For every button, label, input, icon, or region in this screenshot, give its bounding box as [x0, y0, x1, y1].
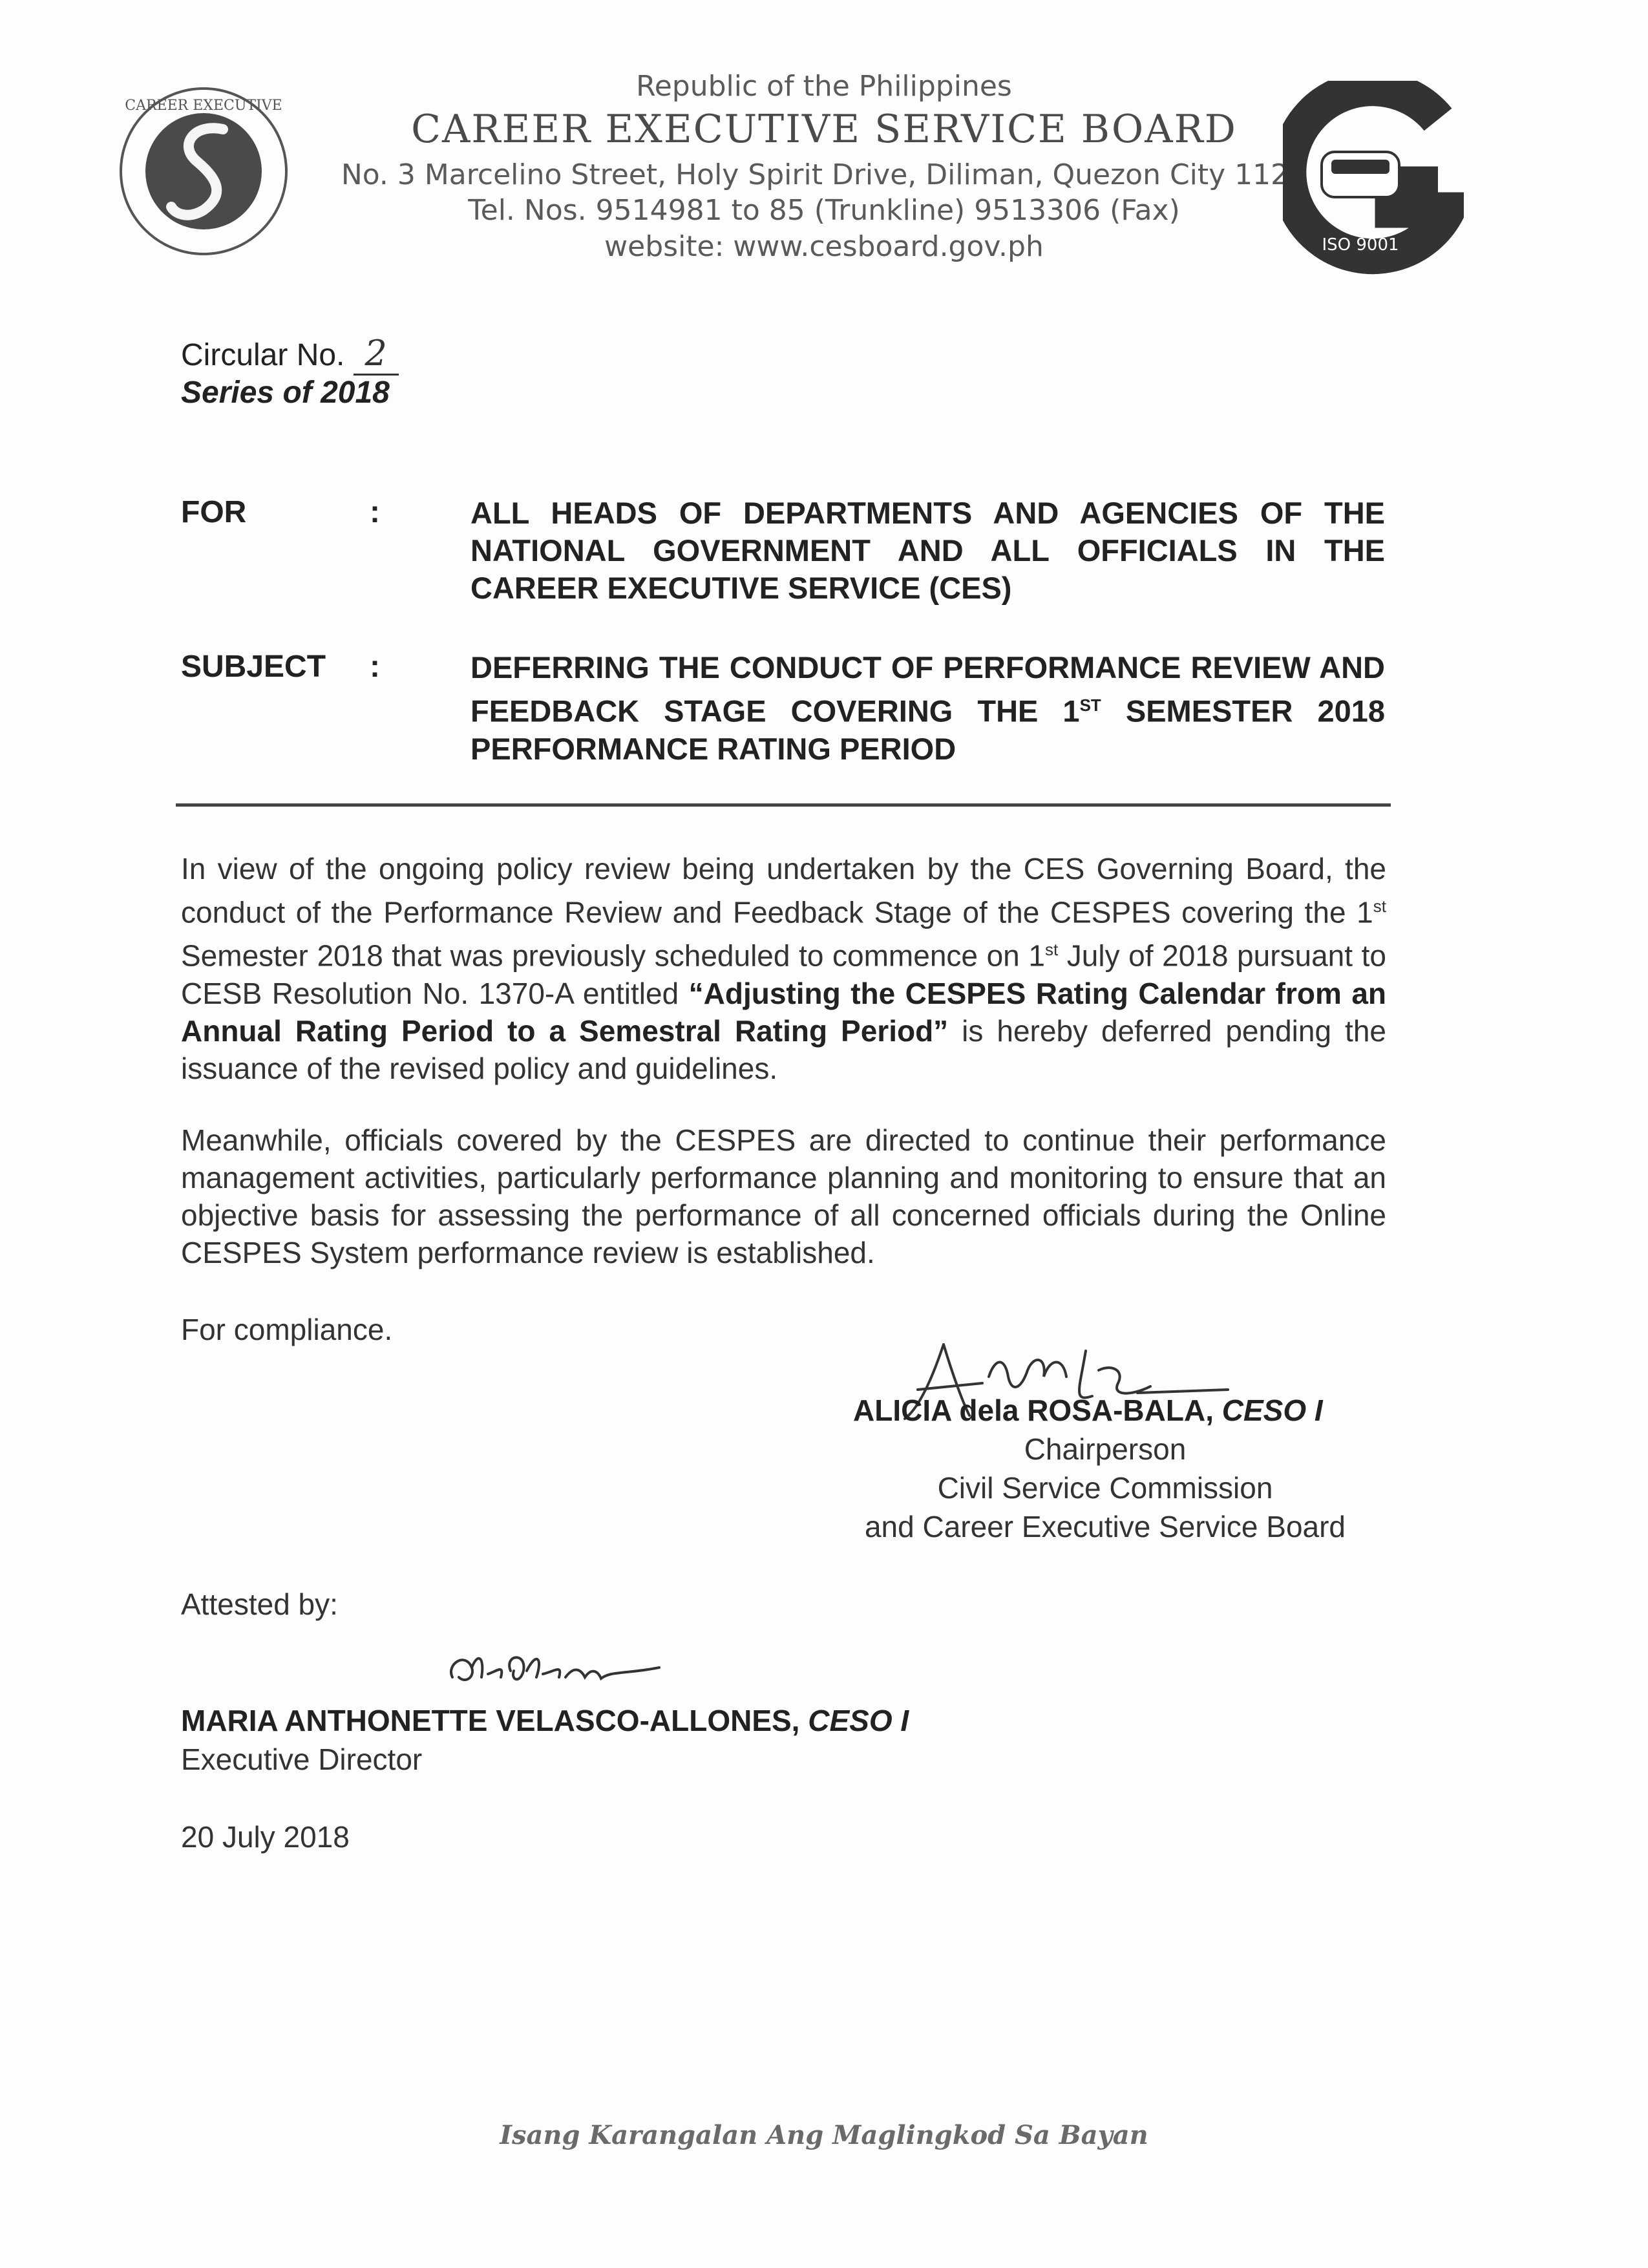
circular-number-value: 2	[354, 333, 399, 376]
for-colon: :	[370, 495, 380, 529]
chairperson-title-1: Chairperson	[1024, 1432, 1187, 1466]
attested-by-label: Attested by:	[181, 1587, 338, 1621]
p1-text-d: is hereby deferred pending the issuance of the revised policy and guidelines.	[181, 1013, 1386, 1085]
iso-certification-logo	[1283, 81, 1464, 275]
circular-label: Circular No.	[181, 338, 345, 372]
subject-text-b: SEMESTER 2018 PERFORMANCE RATING PERIOD	[470, 694, 1385, 766]
subject-text-a: DEFERRING THE CONDUCT OF PERFORMANCE REVIEW AND FEEDBACK STAGE COVERING THE 1	[470, 650, 1385, 728]
p1-resolution-title: “Adjusting the CESPES Rating Calendar from an Annual Rating Period to a Semestral Rating Period”	[181, 976, 1386, 1048]
subject-superscript: ST	[1079, 695, 1101, 715]
svg-text:ISO 9001: ISO 9001	[1322, 235, 1399, 255]
board-telephone: Tel. Nos. 9514981 to 85 (Trunkline) 9513306 (Fax)	[468, 194, 1180, 227]
chairperson-name	[853, 1393, 1323, 1428]
chairperson-rank: CESO I	[1221, 1394, 1323, 1427]
document-date: 20 July 2018	[181, 1820, 350, 1854]
board-website: website: www.cesboard.gov.ph	[604, 230, 1044, 263]
subject-label: SUBJECT	[181, 650, 326, 684]
body-paragraph-2: Meanwhile, officials covered by the CESPES are directed to continue their performance management activities, particularly performance planning and monitoring to ensure that an objective basis for assessing the performance of all concerned officials during the Online CESPES System performance review is established.	[181, 1123, 1386, 1269]
body-paragraph-1	[181, 850, 1386, 1087]
board-name: CAREER EXECUTIVE SERVICE BOARD	[411, 107, 1237, 152]
executive-director-title: Executive Director	[181, 1743, 423, 1776]
p1-text-c: July of 2018 pursuant to CESB Resolution No. 1370-A entitled	[181, 938, 1387, 1010]
executive-director-signature	[439, 1638, 672, 1697]
chairperson-title-2: Civil Service Commission	[937, 1471, 1273, 1505]
executive-director-name	[181, 1703, 909, 1738]
p1-text-b: Semester 2018 that was previously scheduled to commence on 1	[181, 938, 1045, 973]
board-address: No. 3 Marcelino Street, Holy Spirit Drive, Diliman, Quezon City 1127	[341, 158, 1307, 191]
executive-director-rank: CESO I	[808, 1704, 909, 1737]
circular-series: Series of 2018	[181, 376, 390, 410]
compliance-line: For compliance.	[181, 1313, 393, 1346]
p1-text-a: In view of the ongoing policy review being undertaken by the CES Governing Board, the conduct of the Performance Review and Feedback Stage of the CESPES covering the 1	[181, 852, 1386, 929]
for-value: ALL HEADS OF DEPARTMENTS AND AGENCIES OF THE NATIONAL GOVERNMENT AND ALL OFFICIALS IN THE CAREER EXECUTIVE SERVICE (CES)	[470, 496, 1385, 605]
footer-motto: Isang Karangalan Ang Maglingkod Sa Bayan	[500, 2120, 1148, 2150]
republic-line: Republic of the Philippines	[636, 70, 1012, 103]
chairperson-title-3: and Career Executive Service Board	[864, 1510, 1346, 1543]
subject-value	[470, 649, 1385, 768]
for-label: FOR	[181, 495, 247, 529]
section-divider	[176, 803, 1391, 807]
chairperson-name-text: ALICIA dela ROSA-BALA,	[853, 1394, 1214, 1427]
p1-sup-2: st	[1044, 940, 1059, 960]
executive-director-name-text: MARIA ANTHONETTE VELASCO-ALLONES,	[181, 1704, 800, 1737]
subject-colon: :	[370, 650, 380, 684]
circular-number	[181, 333, 399, 376]
svg-text:CAREER EXECUTIVE: CAREER EXECUTIVE	[125, 98, 282, 114]
p1-sup-1: st	[1373, 896, 1386, 916]
